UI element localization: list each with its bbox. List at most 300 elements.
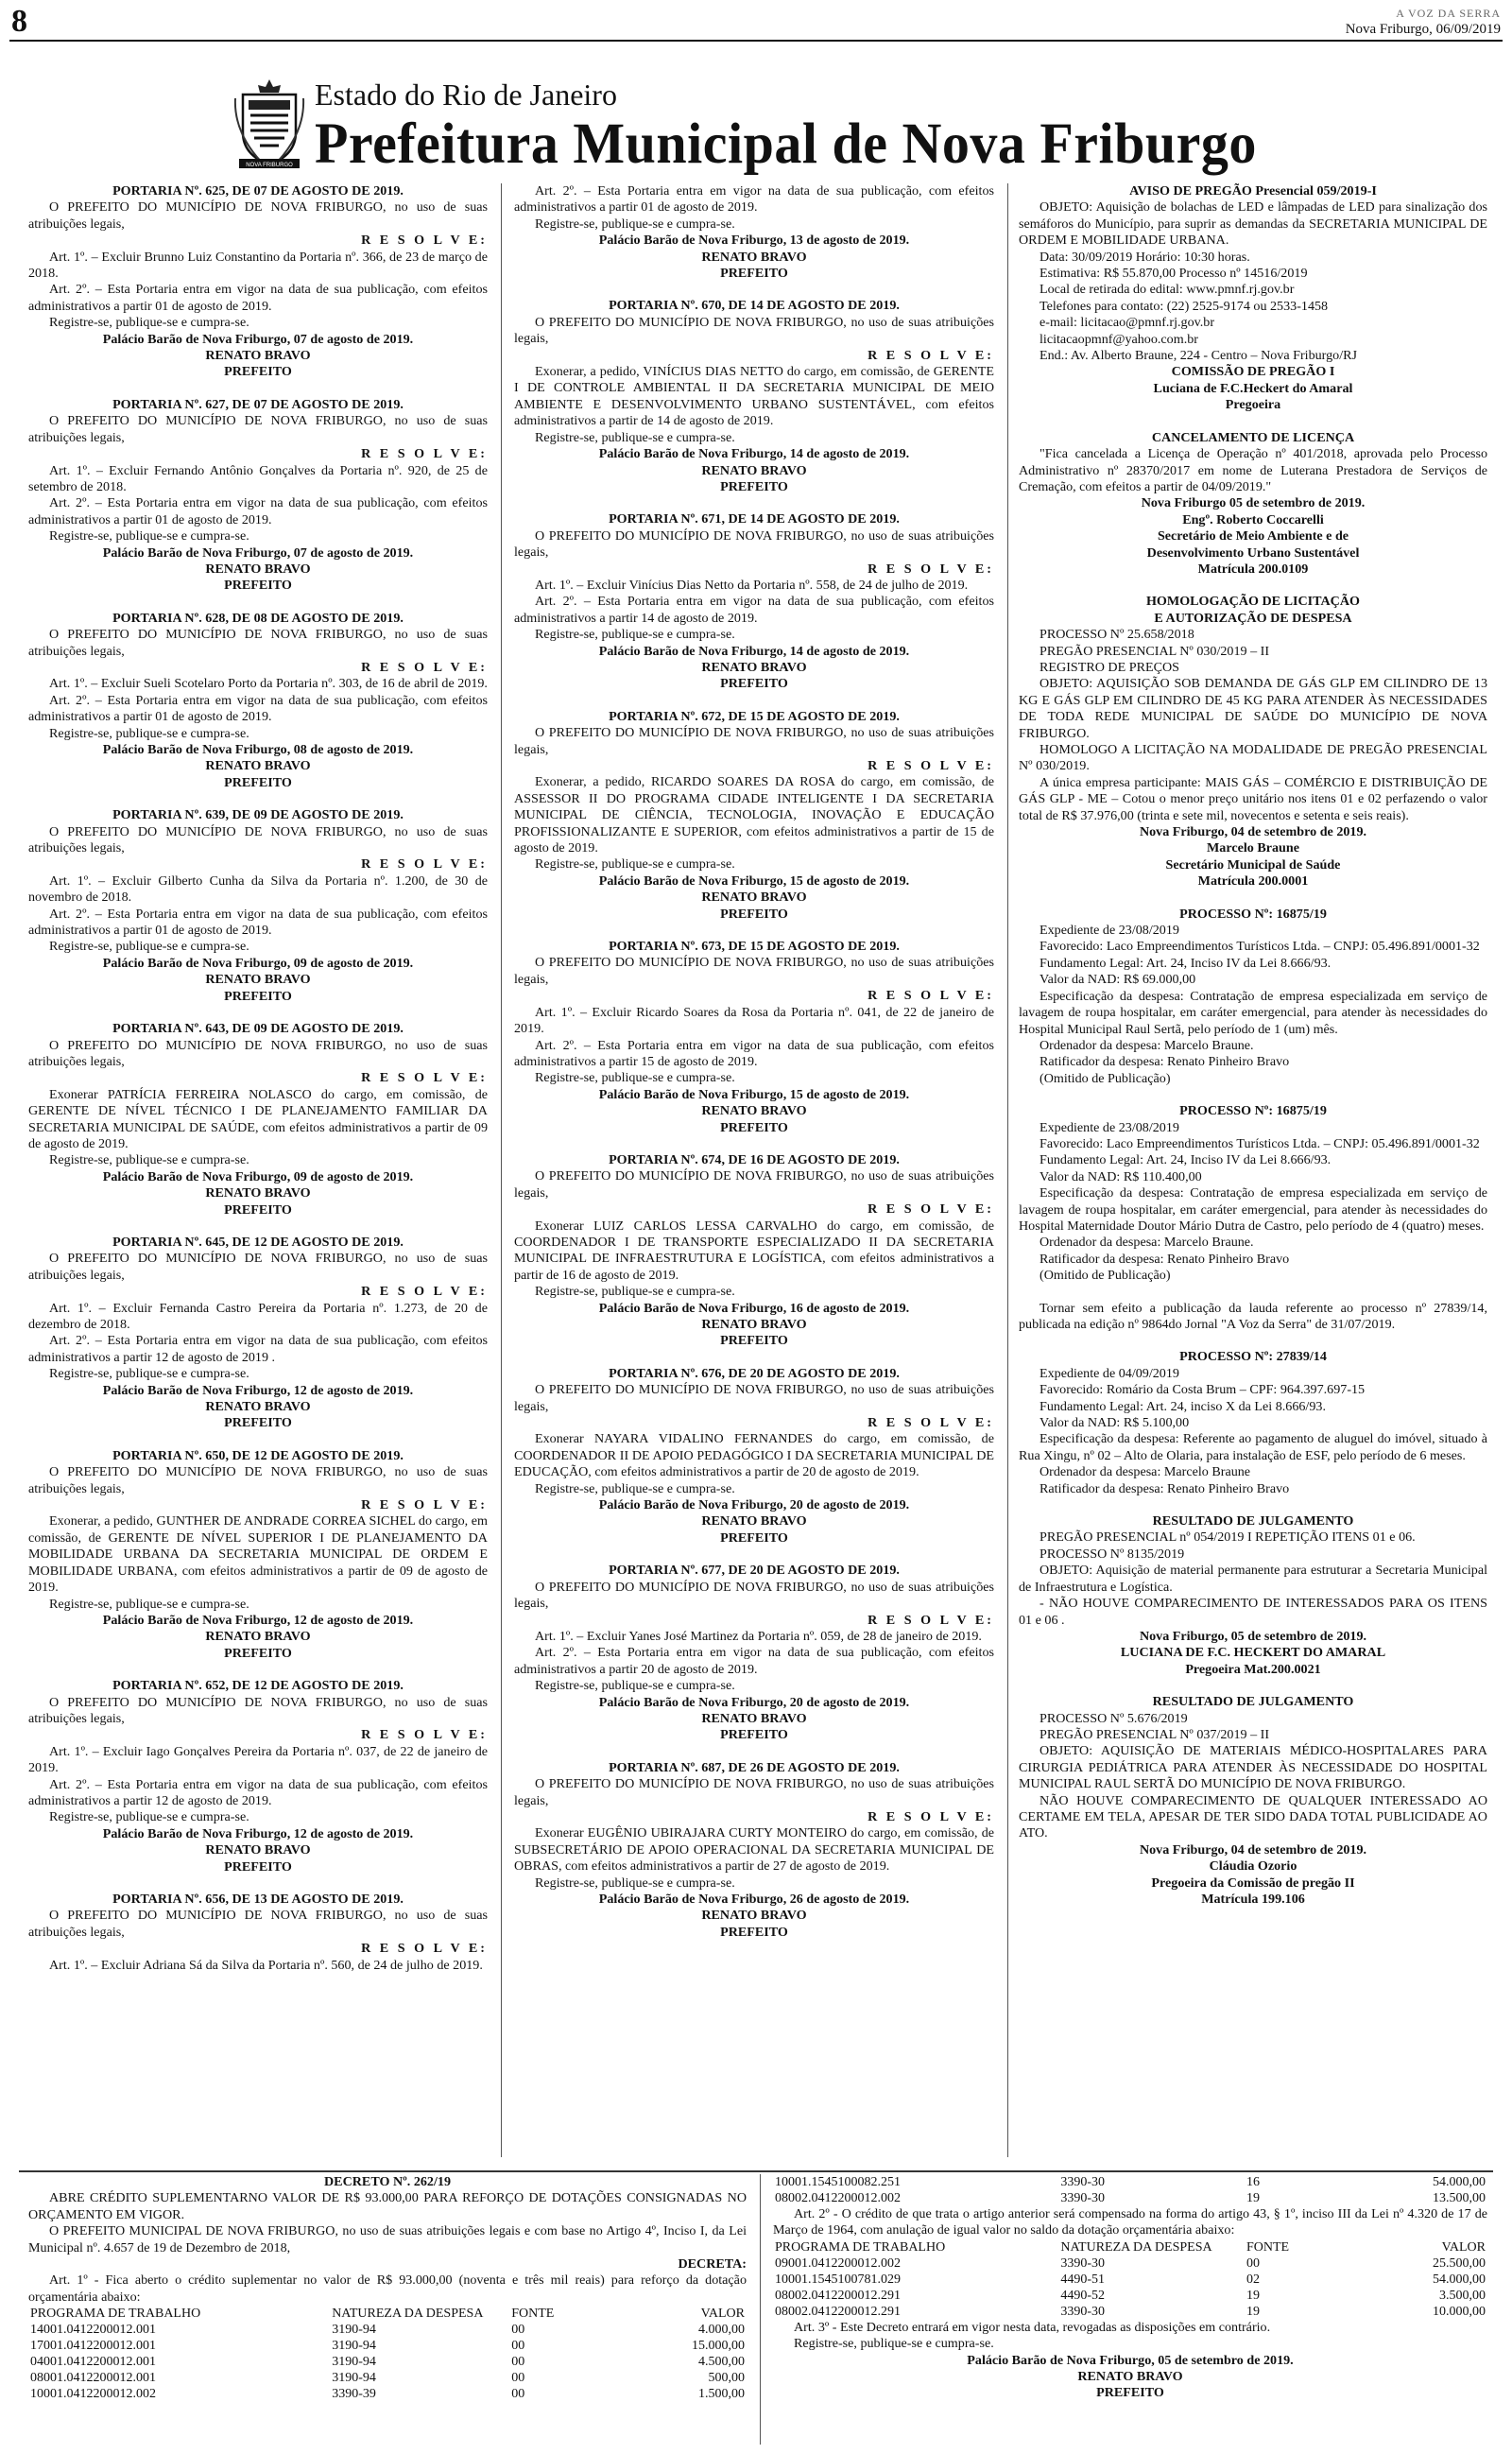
paragraph: O PREFEITO DO MUNICÍPIO DE NOVA FRIBURGO, no uso de suas atribuições legais, bbox=[514, 955, 994, 987]
cell-natureza: 3390-30 bbox=[1060, 2191, 1106, 2205]
spacer bbox=[28, 1432, 488, 1448]
table-row bbox=[28, 2370, 747, 2386]
table-row bbox=[773, 2255, 1487, 2272]
cell-natureza: 3190-94 bbox=[332, 2371, 376, 2386]
cell-fonte: 00 bbox=[511, 2387, 525, 2402]
heading-line: Secretário Municipal de Saúde bbox=[1165, 856, 1341, 873]
crest-label: NOVA FRIBURGO bbox=[246, 163, 293, 168]
resolve-label: R E S O L V E: bbox=[361, 1941, 488, 1957]
paragraph: O PREFEITO DO MUNICÍPIO DE NOVA FRIBURGO, no uso de suas atribuições legais, bbox=[28, 1694, 488, 1726]
heading-line: PREFEITO bbox=[720, 1333, 788, 1349]
cell-valor: 54.000,00 bbox=[1433, 2175, 1486, 2189]
paragraph: (Omitido de Publicação) bbox=[1040, 1268, 1171, 1284]
heading-line: Palácio Barão de Nova Friburgo, 07 de agosto de 2019. bbox=[102, 331, 414, 347]
cell-fonte: 00 bbox=[511, 2371, 525, 2386]
heading-line: Palácio Barão de Nova Friburgo, 13 de agosto de 2019. bbox=[598, 233, 910, 249]
heading-line: PREFEITO bbox=[720, 478, 788, 494]
paragraph: OBJETO: AQUISIÇÃO SOB DEMANDA DE GÁS GLP EM CILINDRO DE 13 KG E GÁS GLP EM CILINDRO DE 45 KG PARA ATENDER ÀS NECESSIDADES DE TODA REDE MUNICIPAL DE SAÚDE DO MUNICÍPIO DE NOVA FRIBURGO. bbox=[1019, 676, 1487, 741]
cell-valor: 10.000,00 bbox=[1433, 2304, 1486, 2319]
paragraph: Art. 1º. – Excluir Adriana Sá da Silva da Portaria nº. 560, de 24 de julho de 2019. bbox=[49, 1957, 483, 1973]
heading-line: Nova Friburgo, 04 de setembro de 2019. bbox=[1139, 1841, 1367, 1858]
cell-programa: 10001.0412200012.002 bbox=[30, 2387, 156, 2402]
heading-line: PORTARIA Nº. 670, DE 14 DE AGOSTO DE 2019. bbox=[609, 298, 900, 314]
heading-line: Palácio Barão de Nova Friburgo, 20 de agosto de 2019. bbox=[598, 1694, 910, 1710]
spacer bbox=[28, 595, 488, 611]
decreto-art1: Art. 1º - Fica aberto o crédito suplementar no valor de R$ 93.000,00 (noventa e três mil reais) para reforço da dotação orçamentária abaixo: bbox=[28, 2273, 747, 2305]
paragraph: A única empresa participante: MAIS GÁS – COMÉRCIO E DISTRIBUIÇÃO DE GÁS GLP - ME – Cotou o menor preço unitário nos itens 01 e 02 perfazendo o valor total de R$ 37.976,00 (trinta e sete mil, novecentos e setenta e seis reais). bbox=[1019, 774, 1487, 823]
heading-line: HOMOLOGAÇÃO DE LICITAÇÃO bbox=[1145, 594, 1361, 610]
paragraph: Registre-se, publique-se e cumpra-se. bbox=[535, 1480, 735, 1496]
paragraph: Art. 1º. – Excluir Iago Gonçalves Pereira da Portaria nº. 037, de 22 de janeiro de 2019. bbox=[28, 1743, 488, 1776]
paragraph: Valor da NAD: R$ 110.400,00 bbox=[1040, 1168, 1202, 1184]
heading-line: PREFEITO bbox=[224, 1858, 292, 1875]
decreto-right bbox=[773, 2174, 1487, 2446]
heading-line: AVISO DE PREGÃO Presencial 059/2019-I bbox=[1129, 183, 1377, 199]
heading-line: Cláudia Ozorio bbox=[1209, 1858, 1297, 1875]
spacer bbox=[28, 1005, 488, 1021]
heading-line: LUCIANA DE F.C. HECKERT DO AMARAL bbox=[1120, 1645, 1386, 1661]
spacer bbox=[1019, 1333, 1487, 1349]
heading-line: RENATO BRAVO bbox=[205, 758, 311, 774]
paragraph: Exonerar NAYARA VIDALINO FERNANDES do cargo, em comissão, de COORDENADOR II DE APOIO PEDAGÓGICO I DA SECRETARIA MUNICIPAL DE EDUCAÇÃO, com efeitos administrativos a partir de 20 de agosto de 2019. bbox=[514, 1431, 994, 1480]
decreto-signatory-title: PREFEITO bbox=[1096, 2385, 1164, 2401]
heading-line: Palácio Barão de Nova Friburgo, 09 de agosto de 2019. bbox=[102, 1168, 414, 1184]
spacer bbox=[514, 693, 994, 709]
state-name: Estado do Rio de Janeiro bbox=[315, 78, 617, 112]
heading-line: PREFEITO bbox=[720, 1119, 788, 1135]
heading-line: RENATO BRAVO bbox=[205, 348, 311, 364]
cell-fonte: 16 bbox=[1246, 2175, 1260, 2189]
cell-natureza: 4490-51 bbox=[1060, 2272, 1106, 2287]
paragraph: O PREFEITO DO MUNICÍPIO DE NOVA FRIBURGO, no uso de suas atribuições legais, bbox=[28, 823, 488, 856]
cell-valor: 1.500,00 bbox=[698, 2387, 745, 2402]
page-number: 8 bbox=[11, 4, 27, 39]
heading-line: PORTARIA Nº. 672, DE 15 DE AGOSTO DE 2019. bbox=[609, 708, 900, 724]
heading-line: Palácio Barão de Nova Friburgo, 14 de agosto de 2019. bbox=[598, 643, 910, 659]
heading-line: Engº. Roberto Coccarelli bbox=[1182, 511, 1324, 527]
decreta-label: DECRETA: bbox=[678, 2256, 747, 2273]
paragraph: PREGÃO PRESENCIAL Nº 030/2019 – II bbox=[1040, 643, 1270, 659]
heading-line: PREFEITO bbox=[720, 1727, 788, 1743]
paragraph: Fundamento Legal: Art. 24, Inciso IV da Lei 8.666/93. bbox=[1040, 1152, 1332, 1168]
paragraph: Registre-se, publique-se e cumpra-se. bbox=[535, 1678, 735, 1694]
paragraph: Exonerar, a pedido, RICARDO SOARES DA ROSA do cargo, em comissão, de ASSESSOR II DO PROGRAMA CIDADE INTELIGENTE I DA SECRETARIA MUNICIPAL DE CIÊNCIA, TECNOLOGIA, INOVAÇÃO E EDUCAÇÃO PROFISSIONALIZANTE E SUPERIOR, com efeitos administrativos a partir de 15 de agosto de 2019. bbox=[514, 774, 994, 856]
column-1 bbox=[28, 183, 488, 2163]
spacer bbox=[514, 923, 994, 939]
paragraph: Art. 1º. – Excluir Gilberto Cunha da Silva da Portaria nº. 1.200, de 30 de novembro de 2018. bbox=[28, 873, 488, 906]
spacer bbox=[514, 1744, 994, 1760]
paragraph: Art. 2º. – Esta Portaria entra em vigor na data de sua publicação, com efeitos administrativos a partir 15 de agosto de 2019. bbox=[514, 1037, 994, 1069]
paragraph: Ordenador da despesa: Marcelo Braune. bbox=[1040, 1235, 1254, 1251]
resolve-label: R E S O L V E: bbox=[868, 1415, 994, 1431]
paragraph: Registre-se, publique-se e cumpra-se. bbox=[535, 1070, 735, 1086]
cell-programa: 08002.0412200012.291 bbox=[775, 2304, 901, 2319]
heading-line: PORTARIA Nº. 639, DE 09 DE AGOSTO DE 2019. bbox=[112, 807, 404, 823]
cell-valor: 15.000,00 bbox=[692, 2339, 745, 2354]
running-header bbox=[1346, 6, 1501, 38]
decreto-signatory: RENATO BRAVO bbox=[1077, 2369, 1183, 2385]
cell-programa: 09001.0412200012.002 bbox=[775, 2255, 901, 2271]
heading-line: PORTARIA Nº. 628, DE 08 DE AGOSTO DE 2019. bbox=[112, 610, 404, 626]
resolve-label: R E S O L V E: bbox=[868, 347, 994, 363]
header-programa: PROGRAMA DE TRABALHO bbox=[30, 2307, 201, 2322]
heading-line: Palácio Barão de Nova Friburgo, 12 de agosto de 2019. bbox=[102, 1825, 414, 1841]
paragraph: Art. 2º. – Esta Portaria entra em vigor na data de sua publicação, com efeitos administrativos a partir 14 de agosto de 2019. bbox=[514, 594, 994, 626]
heading-line: PREFEITO bbox=[720, 676, 788, 692]
heading-line: CANCELAMENTO DE LICENÇA bbox=[1151, 429, 1355, 445]
heading-line: Matrícula 200.0109 bbox=[1197, 561, 1309, 577]
heading-line: RENATO BRAVO bbox=[701, 462, 807, 478]
coat-of-arms-icon bbox=[232, 78, 307, 172]
paragraph: HOMOLOGO A LICITAÇÃO NA MODALIDADE DE PREGÃO PRESENCIAL Nº 030/2019. bbox=[1019, 742, 1487, 774]
paragraph: PREGÃO PRESENCIAL nº 054/2019 I REPETIÇÃO ITENS 01 e 06. bbox=[1040, 1529, 1416, 1546]
decreto-registre: Registre-se, publique-se e cumpra-se. bbox=[794, 2336, 994, 2352]
spacer bbox=[1019, 1285, 1487, 1301]
heading-line: RENATO BRAVO bbox=[701, 1317, 807, 1332]
heading-line: RESULTADO DE JULGAMENTO bbox=[1152, 1694, 1354, 1710]
table-row bbox=[28, 2354, 747, 2370]
heading-line: RENATO BRAVO bbox=[205, 1629, 311, 1645]
suplementacao-table bbox=[28, 2306, 747, 2402]
paragraph: Registre-se, publique-se e cumpra-se. bbox=[535, 216, 735, 232]
cell-natureza: 3390-30 bbox=[1060, 2175, 1106, 2189]
heading-line: PREFEITO bbox=[720, 1529, 788, 1546]
heading-line: COMISSÃO DE PREGÃO I bbox=[1171, 364, 1335, 380]
heading-line: PORTARIA Nº. 687, DE 26 DE AGOSTO DE 2019. bbox=[609, 1759, 900, 1775]
spacer bbox=[28, 1875, 488, 1892]
cell-programa: 08002.0412200012.002 bbox=[775, 2191, 901, 2205]
paragraph: O PREFEITO DO MUNICÍPIO DE NOVA FRIBURGO, no uso de suas atribuições legais, bbox=[28, 1251, 488, 1283]
paragraph: Ordenador da despesa: Marcelo Braune bbox=[1040, 1464, 1251, 1480]
heading-line: PORTARIA Nº. 645, DE 12 DE AGOSTO DE 2019. bbox=[112, 1234, 404, 1250]
paragraph: Art. 1º. – Excluir Fernanda Castro Pereira da Portaria nº. 1.273, de 20 de dezembro de 2018. bbox=[28, 1300, 488, 1332]
heading-line: Marcelo Braune bbox=[1207, 840, 1299, 856]
paragraph: Fundamento Legal: Art. 24, Inciso IV da Lei 8.666/93. bbox=[1040, 955, 1332, 971]
table-row bbox=[28, 2338, 747, 2354]
paragraph: Favorecido: Romário da Costa Brum – CPF: 964.397.697-15 bbox=[1040, 1382, 1366, 1398]
column-divider bbox=[760, 2174, 761, 2445]
header-rule bbox=[9, 40, 1503, 42]
decreto-art3: Art. 3º - Este Decreto entrará em vigor nesta data, revogadas as disposições em contrário. bbox=[794, 2319, 1271, 2335]
anulacao-table bbox=[773, 2239, 1487, 2320]
cell-fonte: 00 bbox=[1246, 2255, 1260, 2271]
paragraph: End.: Av. Alberto Braune, 224 - Centro – Nova Friburgo/RJ bbox=[1040, 348, 1357, 364]
section-rule bbox=[19, 2170, 1493, 2172]
paragraph: Favorecido: Laco Empreendimentos Turísticos Ltda. – CNPJ: 05.496.891/0001-32 bbox=[1040, 939, 1480, 955]
table-row bbox=[773, 2304, 1487, 2320]
table-row bbox=[773, 2288, 1487, 2304]
header-valor: VALOR bbox=[1441, 2239, 1486, 2255]
heading-line: PORTARIA Nº. 650, DE 12 DE AGOSTO DE 2019. bbox=[112, 1447, 404, 1463]
heading-line: Palácio Barão de Nova Friburgo, 12 de agosto de 2019. bbox=[102, 1382, 414, 1398]
heading-line: PORTARIA Nº. 673, DE 15 DE AGOSTO DE 2019. bbox=[609, 939, 900, 955]
decreto-art2: Art. 2º - O crédito de que trata o artigo anterior será compensado na forma do artigo 43, § 1º, inciso III da Lei nº 4.320 de 17 de Março de 1964, com anulação de igual valor no saldo da dotação orçamentária abaixo: bbox=[773, 2206, 1487, 2238]
paragraph: (Omitido de Publicação) bbox=[1040, 1070, 1171, 1086]
cell-programa: 17001.0412200012.001 bbox=[30, 2339, 156, 2354]
heading-line: PREFEITO bbox=[720, 266, 788, 282]
resolve-label: R E S O L V E: bbox=[361, 659, 488, 675]
decreto-left bbox=[28, 2174, 747, 2446]
spacer bbox=[28, 791, 488, 807]
column-3 bbox=[1019, 183, 1487, 2163]
cell-programa: 08001.0412200012.001 bbox=[30, 2371, 156, 2386]
heading-line: PORTARIA Nº. 671, DE 14 DE AGOSTO DE 2019. bbox=[609, 511, 900, 527]
paragraph: O PREFEITO DO MUNICÍPIO DE NOVA FRIBURGO, no uso de suas atribuições legais, bbox=[28, 1908, 488, 1940]
paragraph: O PREFEITO DO MUNICÍPIO DE NOVA FRIBURGO, no uso de suas atribuições legais, bbox=[28, 627, 488, 659]
heading-line: Luciana de F.C.Heckert do Amaral bbox=[1153, 380, 1353, 396]
paragraph: Ordenador da despesa: Marcelo Braune. bbox=[1040, 1037, 1254, 1053]
heading-line: PREFEITO bbox=[224, 1645, 292, 1661]
spacer bbox=[514, 1136, 994, 1152]
paragraph: Tornar sem efeito a publicação da lauda referente ao processo nº 27839/14, publicada na edição nº 9864do Jornal "A Voz da Serra" de 31/07/2019. bbox=[1019, 1300, 1487, 1332]
paragraph: Exonerar, a pedido, GUNTHER DE ANDRADE CORREA SICHEL do cargo, em comissão, de GERENTE DE NÍVEL SUPERIOR I DE PLANEJAMENTO DA MOBILIDADE URBANA DA SECRETARIA MUNICIPAL DE ORDEM E MOBILIDADE URBANA, com efeitos administrativos a partir de 09 de agosto de 2019. bbox=[28, 1513, 488, 1596]
heading-line: PORTARIA Nº. 643, DE 09 DE AGOSTO DE 2019. bbox=[112, 1021, 404, 1037]
heading-line: Pregoeira bbox=[1225, 397, 1281, 413]
heading-line: PORTARIA Nº. 656, DE 13 DE AGOSTO DE 2019. bbox=[112, 1892, 404, 1907]
cell-fonte: 00 bbox=[511, 2355, 525, 2370]
resolve-label: R E S O L V E: bbox=[361, 1497, 488, 1513]
spacer bbox=[28, 1218, 488, 1235]
paragraph: Exonerar, a pedido, VINÍCIUS DIAS NETTO do cargo, em comissão, de GERENTE I DE CONTROLE AMBIENTAL II DA SECRETARIA MUNICIPAL DE MEIO AMBIENTE E DESENVOLVIMENTO URBANO SUSTENTÁVEL, com efeitos administrativos a partir de 14 de agosto de 2019. bbox=[514, 364, 994, 429]
paragraph: O PREFEITO DO MUNICÍPIO DE NOVA FRIBURGO, no uso de suas atribuições legais, bbox=[514, 1168, 994, 1201]
heading-line: Palácio Barão de Nova Friburgo, 15 de agosto de 2019. bbox=[598, 1086, 910, 1102]
spacer bbox=[1019, 890, 1487, 907]
cell-natureza: 4490-52 bbox=[1060, 2288, 1106, 2303]
paragraph: Valor da NAD: R$ 69.000,00 bbox=[1040, 972, 1196, 988]
paragraph: O PREFEITO DO MUNICÍPIO DE NOVA FRIBURGO, no uso de suas atribuições legais, bbox=[514, 1382, 994, 1414]
paragraph: Registre-se, publique-se e cumpra-se. bbox=[535, 1875, 735, 1891]
dateline: Nova Friburgo, 06/09/2019 bbox=[1345, 22, 1501, 37]
spacer bbox=[514, 1350, 994, 1366]
heading-line: RENATO BRAVO bbox=[205, 972, 311, 988]
resolve-label: R E S O L V E: bbox=[868, 561, 994, 577]
resolve-label: R E S O L V E: bbox=[868, 1201, 994, 1218]
column-divider bbox=[501, 183, 502, 2157]
heading-line: PREFEITO bbox=[224, 1415, 292, 1431]
heading-line: PREFEITO bbox=[224, 364, 292, 380]
heading-line: PREFEITO bbox=[224, 578, 292, 594]
resolve-label: R E S O L V E: bbox=[361, 446, 488, 462]
resolve-label: R E S O L V E: bbox=[868, 988, 994, 1004]
paragraph: Registre-se, publique-se e cumpra-se. bbox=[49, 528, 249, 544]
paragraph: Registre-se, publique-se e cumpra-se. bbox=[535, 627, 735, 643]
paragraph: Ratificador da despesa: Renato Pinheiro Bravo bbox=[1040, 1251, 1290, 1267]
heading-line: Matrícula 200.0001 bbox=[1197, 873, 1309, 890]
paragraph: OBJETO: Aquisição de material permanente para estruturar a Secretaria Municipal de Infraestrutura e Logística. bbox=[1019, 1563, 1487, 1595]
column-divider bbox=[1007, 183, 1008, 2157]
decreto-title: DECRETO Nº. 262/19 bbox=[324, 2174, 451, 2189]
paragraph: Registre-se, publique-se e cumpra-se. bbox=[49, 1366, 249, 1382]
spacer bbox=[1019, 1087, 1487, 1103]
heading-line: RENATO BRAVO bbox=[701, 659, 807, 675]
cell-fonte: 00 bbox=[511, 2323, 525, 2338]
cell-valor: 25.500,00 bbox=[1433, 2255, 1486, 2271]
heading-line: RENATO BRAVO bbox=[701, 1908, 807, 1924]
heading-line: Palácio Barão de Nova Friburgo, 08 de agosto de 2019. bbox=[102, 742, 414, 757]
paragraph: Art. 1º. – Excluir Brunno Luiz Constantino da Portaria nº. 366, de 23 de março de 2018. bbox=[28, 249, 488, 282]
paragraph: Art. 2º. – Esta Portaria entra em vigor na data de sua publicação, com efeitos administrativos a partir 01 de agosto de 2019. bbox=[28, 906, 488, 939]
heading-line: Palácio Barão de Nova Friburgo, 07 de agosto de 2019. bbox=[102, 544, 414, 561]
paragraph: O PREFEITO DO MUNICÍPIO DE NOVA FRIBURGO, no uso de suas atribuições legais, bbox=[28, 413, 488, 445]
cell-natureza: 3190-94 bbox=[332, 2355, 376, 2370]
paragraph: Ratificador da despesa: Renato Pinheiro Bravo bbox=[1040, 1054, 1290, 1070]
paragraph: Registre-se, publique-se e cumpra-se. bbox=[49, 1152, 249, 1168]
spacer bbox=[1019, 1497, 1487, 1513]
heading-line: RENATO BRAVO bbox=[701, 1513, 807, 1529]
heading-line: E AUTORIZAÇÃO DE DESPESA bbox=[1154, 610, 1352, 626]
resolve-label: R E S O L V E: bbox=[361, 1070, 488, 1086]
spacer bbox=[1019, 414, 1487, 430]
heading-line: RENATO BRAVO bbox=[205, 1842, 311, 1858]
paragraph: O PREFEITO DO MUNICÍPIO DE NOVA FRIBURGO, no uso de suas atribuições legais, bbox=[514, 1776, 994, 1808]
suplementacao-table-continued bbox=[773, 2174, 1487, 2206]
heading-line: PORTARIA Nº. 676, DE 20 DE AGOSTO DE 2019. bbox=[609, 1365, 900, 1381]
spacer bbox=[1019, 1678, 1487, 1694]
spacer bbox=[514, 282, 994, 298]
heading-line: Palácio Barão de Nova Friburgo, 15 de agosto de 2019. bbox=[598, 873, 910, 889]
heading-line: PREFEITO bbox=[224, 988, 292, 1004]
paragraph: REGISTRO DE PREÇOS bbox=[1040, 659, 1180, 675]
cell-programa: 08002.0412200012.291 bbox=[775, 2288, 901, 2303]
header-valor: VALOR bbox=[700, 2307, 745, 2322]
paragraph: OBJETO: AQUISIÇÃO DE MATERIAIS MÉDICO-HOSPITALARES PARA CIRURGIA PEDIÁTRICA PARA ATENDER ÀS NECESSIDADE DO HOSPITAL MUNICIPAL RAUL SERTÃ DO MUNICÍPIO DE NOVA FRIBURGO. bbox=[1019, 1743, 1487, 1792]
paragraph: Local de retirada do edital: www.pmnf.rj.gov.br bbox=[1040, 282, 1295, 298]
heading-line: Palácio Barão de Nova Friburgo, 14 de agosto de 2019. bbox=[598, 446, 910, 462]
decreto-palacio: Palácio Barão de Nova Friburgo, 05 de setembro de 2019. bbox=[967, 2352, 1294, 2368]
heading-line: PROCESSO Nº: 27839/14 bbox=[1179, 1349, 1327, 1365]
heading-line: Pregoeira Mat.200.0021 bbox=[1185, 1661, 1321, 1677]
paragraph: Art. 2º. – Esta Portaria entra em vigor na data de sua publicação, com efeitos administrativos a partir 01 de agosto de 2019. bbox=[514, 183, 994, 216]
paragraph: Estimativa: R$ 55.870,00 Processo nº 14516/2019 bbox=[1040, 266, 1308, 282]
resolve-label: R E S O L V E: bbox=[868, 1612, 994, 1628]
newspaper-name: A VOZ DA SERRA bbox=[1396, 7, 1501, 20]
heading-line: Matrícula 199.106 bbox=[1201, 1892, 1305, 1907]
decreto-preambulo: O PREFEITO MUNICIPAL DE NOVA FRIBURGO, no uso de suas atribuições legais e com base no Artigo 4º, Inciso I, da Lei Municipal nº. 4.657 de 19 de Dezembro de 2018, bbox=[28, 2223, 747, 2255]
cell-natureza: 3190-94 bbox=[332, 2339, 376, 2354]
paragraph: PREGÃO PRESENCIAL Nº 037/2019 – II bbox=[1040, 1726, 1270, 1742]
heading-line: Palácio Barão de Nova Friburgo, 12 de agosto de 2019. bbox=[102, 1612, 414, 1628]
paragraph: O PREFEITO DO MUNICÍPIO DE NOVA FRIBURGO, no uso de suas atribuições legais, bbox=[28, 1464, 488, 1496]
cell-valor: 54.000,00 bbox=[1433, 2272, 1486, 2287]
paragraph: PROCESSO Nº 8135/2019 bbox=[1040, 1546, 1185, 1562]
heading-line: PREFEITO bbox=[224, 774, 292, 790]
resolve-label: R E S O L V E: bbox=[868, 1808, 994, 1824]
heading-line: RENATO BRAVO bbox=[205, 1185, 311, 1201]
heading-line: Palácio Barão de Nova Friburgo, 26 de agosto de 2019. bbox=[598, 1892, 910, 1907]
resolve-label: R E S O L V E: bbox=[361, 233, 488, 249]
paragraph: Exonerar LUIZ CARLOS LESSA CARVALHO do cargo, em comissão, de COORDENADOR I DE TRANSPORTE ESPECIALIZADO II DA SECRETARIA MUNICIPAL DE INFRAESTRUTURA E LOGÍSTICA, com efeitos administrativos a partir de 16 de agosto de 2019. bbox=[514, 1218, 994, 1283]
heading-line: PORTARIA Nº. 627, DE 07 DE AGOSTO DE 2019. bbox=[112, 396, 404, 412]
decreto-ementa: ABRE CRÉDITO SUPLEMENTARNO VALOR DE R$ 93.000,00 PARA REFORÇO DE DOTAÇÕES CONSIGNADAS NO ORÇAMENTO EM VIGOR. bbox=[28, 2190, 747, 2222]
column-2 bbox=[514, 183, 994, 2163]
heading-line: Desenvolvimento Urbano Sustentável bbox=[1146, 544, 1360, 561]
heading-line: RENATO BRAVO bbox=[205, 561, 311, 577]
resolve-label: R E S O L V E: bbox=[361, 856, 488, 873]
paragraph: Art. 1º. – Excluir Vinícius Dias Netto da Portaria nº. 558, de 24 de julho de 2019. bbox=[535, 577, 969, 593]
heading-line: Palácio Barão de Nova Friburgo, 09 de agosto de 2019. bbox=[102, 955, 414, 971]
heading-line: PREFEITO bbox=[720, 906, 788, 922]
cell-natureza: 3390-30 bbox=[1060, 2304, 1106, 2319]
cell-natureza: 3390-30 bbox=[1060, 2255, 1106, 2271]
paragraph: Art. 1º. – Excluir Sueli Scotelaro Porto da Portaria nº. 303, de 16 de abril de 2019. bbox=[49, 676, 488, 692]
paragraph: Especificação da despesa: Referente ao pagamento de aluguel do imóvel, situado à Rua Xingu, nº 02 – Alto de Olaria, para instalação de ESF, pelo período de 6 meses. bbox=[1019, 1431, 1487, 1463]
heading-line: PORTARIA Nº. 674, DE 16 DE AGOSTO DE 2019. bbox=[609, 1151, 900, 1167]
paragraph: Expediente de 23/08/2019 bbox=[1040, 923, 1179, 939]
cell-fonte: 19 bbox=[1246, 2304, 1260, 2319]
paragraph: O PREFEITO DO MUNICÍPIO DE NOVA FRIBURGO, no uso de suas atribuições legais, bbox=[514, 527, 994, 561]
header-natureza: NATUREZA DA DESPESA bbox=[332, 2307, 484, 2322]
cell-natureza: 3390-39 bbox=[332, 2387, 376, 2402]
heading-line: RENATO BRAVO bbox=[701, 1710, 807, 1726]
paragraph: PROCESSO Nº 25.658/2018 bbox=[1040, 627, 1194, 643]
heading-line: Secretário de Meio Ambiente e de bbox=[1157, 528, 1349, 544]
paragraph: NÃO HOUVE COMPARECIMENTO DE QUALQUER INTERESSADO AO CERTAME EM TELA, APESAR DE TER SIDO DADA TOTAL PUBLICIDADE AO ATO. bbox=[1019, 1792, 1487, 1841]
paragraph: Art. 1º. – Excluir Yanes José Martinez da Portaria nº. 059, de 28 de janeiro de 2019. bbox=[535, 1628, 982, 1644]
cell-programa: 10001.1545100781.029 bbox=[775, 2272, 901, 2287]
table-row bbox=[773, 2174, 1487, 2190]
resolve-label: R E S O L V E: bbox=[361, 1284, 488, 1300]
paragraph: - NÃO HOUVE COMPARECIMENTO DE INTERESSADOS PARA OS ITENS 01 e 06 . bbox=[1019, 1596, 1487, 1628]
paragraph: Exonerar EUGÊNIO UBIRAJARA CURTY MONTEIRO do cargo, em comissão, de SUBSECRETÁRIO DE APOIO OPERACIONAL DA SECRETARIA MUNICIPAL DE OBRAS, com efeitos administrativos a partir de 27 de agosto de 2019. bbox=[514, 1825, 994, 1875]
paragraph: Registre-se, publique-se e cumpra-se. bbox=[535, 856, 735, 873]
paragraph: Registre-se, publique-se e cumpra-se. bbox=[49, 939, 249, 955]
resolve-label: R E S O L V E: bbox=[868, 758, 994, 773]
cell-natureza: 3190-94 bbox=[332, 2323, 376, 2338]
heading-line: PORTARIA Nº. 677, DE 20 DE AGOSTO DE 2019. bbox=[609, 1563, 900, 1579]
paragraph: Registre-se, publique-se e cumpra-se. bbox=[49, 1596, 249, 1612]
table-row bbox=[773, 2272, 1487, 2288]
paragraph: Fundamento Legal: Art. 24, inciso X da Lei 8.666/93. bbox=[1040, 1398, 1326, 1414]
paragraph: PROCESSO Nº 5.676/2019 bbox=[1040, 1710, 1188, 1726]
paragraph: e-mail: licitacao@pmnf.rj.gov.br bbox=[1040, 315, 1215, 331]
header-programa: PROGRAMA DE TRABALHO bbox=[775, 2239, 946, 2255]
paragraph: Art. 2º. – Esta Portaria entra em vigor na data de sua publicação, com efeitos administrativos a partir 01 de agosto de 2019. bbox=[28, 282, 488, 314]
paragraph: Ratificador da despesa: Renato Pinheiro Bravo bbox=[1040, 1480, 1290, 1496]
paragraph: O PREFEITO DO MUNICÍPIO DE NOVA FRIBURGO, no uso de suas atribuições legais, bbox=[514, 1579, 994, 1612]
table-row bbox=[773, 2190, 1487, 2206]
paragraph: Telefones para contato: (22) 2525-9174 ou 2533-1458 bbox=[1040, 298, 1329, 314]
paragraph: OBJETO: Aquisição de bolachas de LED e lâmpadas de LED para sinalização dos semáforos do Município, para suprir as demandas da SECRETARIA MUNICIPAL DE ORDEM E MOBILIDADE URBANA. bbox=[1019, 199, 1487, 249]
paragraph: "Fica cancelada a Licença de Operação nº 401/2018, aprovada pelo Processo Administrativo nº 28370/2017 em nome de Luterana Prestadora de Serviços de Cremação, com efeitos a partir de 04/09/2019." bbox=[1019, 446, 1487, 494]
paragraph: Exonerar PATRÍCIA FERREIRA NOLASCO do cargo, em comissão, de GERENTE DE NÍVEL TÉCNICO I DE PLANEJAMENTO FAMILIAR DA SECRETARIA MUNICIPAL DE SAÚDE, com efeitos administrativos a partir de 09 de agosto de 2019. bbox=[28, 1086, 488, 1151]
cell-valor: 13.500,00 bbox=[1433, 2191, 1486, 2205]
paragraph: Art. 2º. – Esta Portaria entra em vigor na data de sua publicação, com efeitos administrativos a partir 01 de agosto de 2019. bbox=[28, 692, 488, 725]
heading-line: PREFEITO bbox=[720, 1924, 788, 1940]
heading-line: Nova Friburgo, 04 de setembro de 2019. bbox=[1139, 824, 1367, 840]
heading-line: RESULTADO DE JULGAMENTO bbox=[1152, 1513, 1354, 1529]
paragraph: Especificação da despesa: Contratação de empresa especializada em serviço de lavagem de roupa hospitalar, em caráter emergencial, para atender às necessidades do Hospital Maternidade Doutor Mário Dutra de Castro, pelo período de 4 (quatro) meses. bbox=[1019, 1185, 1487, 1234]
heading-line: RENATO BRAVO bbox=[701, 249, 807, 265]
spacer bbox=[28, 1662, 488, 1678]
paragraph: Art. 2º. – Esta Portaria entra em vigor na data de sua publicação, com efeitos administrativos a partir 20 de agosto de 2019. bbox=[514, 1645, 994, 1677]
paragraph: Registre-se, publique-se e cumpra-se. bbox=[535, 1284, 735, 1300]
table-row bbox=[28, 2386, 747, 2402]
paragraph: O PREFEITO DO MUNICÍPIO DE NOVA FRIBURGO, no uso de suas atribuições legais, bbox=[28, 1037, 488, 1069]
paragraph: Art. 2º. – Esta Portaria entra em vigor na data de sua publicação, com efeitos administrativos a partir 12 de agosto de 2019 . bbox=[28, 1333, 488, 1365]
paragraph: licitacaopmnf@yahoo.com.br bbox=[1040, 331, 1198, 347]
cell-programa: 14001.0412200012.001 bbox=[30, 2323, 156, 2338]
cell-valor: 500,00 bbox=[708, 2371, 745, 2386]
paragraph: O PREFEITO DO MUNICÍPIO DE NOVA FRIBURGO, no uso de suas atribuições legais, bbox=[514, 725, 994, 757]
paragraph: O PREFEITO DO MUNICÍPIO DE NOVA FRIBURGO, no uso de suas atribuições legais, bbox=[28, 199, 488, 232]
heading-line: RENATO BRAVO bbox=[701, 890, 807, 906]
spacer bbox=[28, 381, 488, 397]
spacer bbox=[514, 1547, 994, 1563]
paragraph: O PREFEITO DO MUNICÍPIO DE NOVA FRIBURGO, no uso de suas atribuições legais, bbox=[514, 314, 994, 347]
paragraph: Valor da NAD: R$ 5.100,00 bbox=[1040, 1415, 1190, 1431]
paragraph: Art. 1º. – Excluir Ricardo Soares da Rosa da Portaria nº. 041, de 22 de janeiro de 2019. bbox=[514, 1004, 994, 1037]
header-natureza: NATUREZA DA DESPESA bbox=[1060, 2239, 1212, 2255]
